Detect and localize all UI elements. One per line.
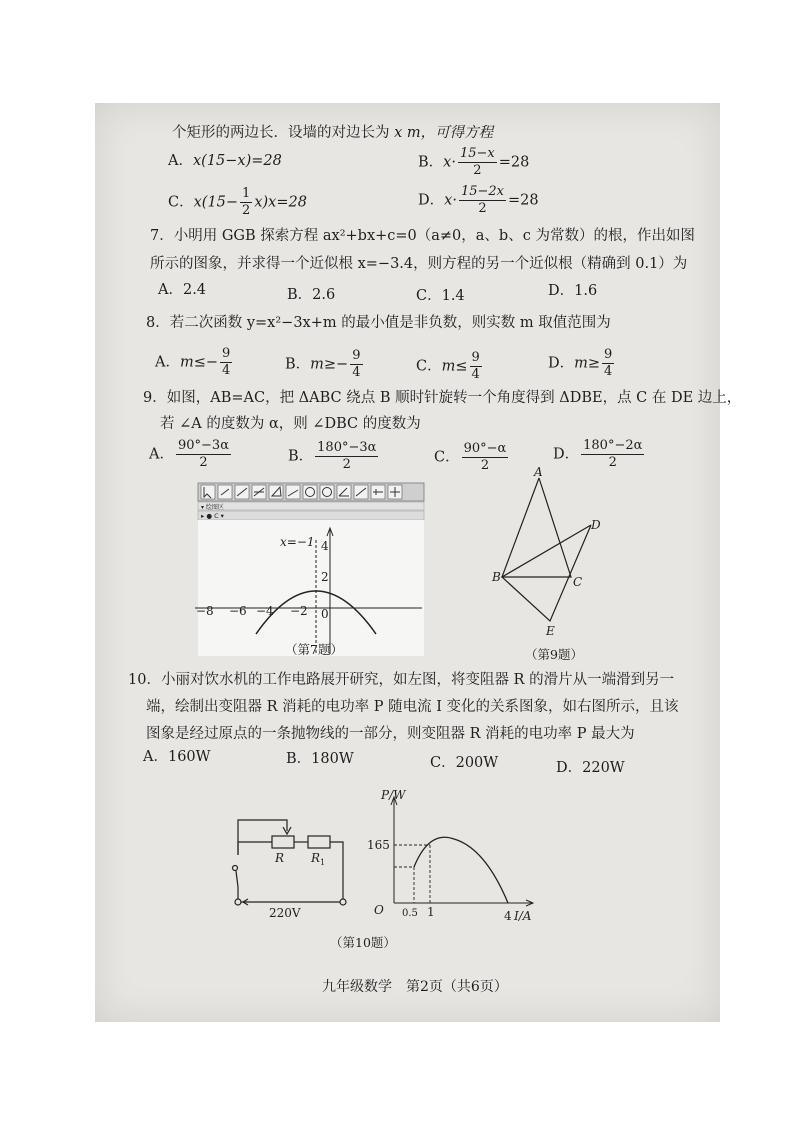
x-tick-label: 0 [321, 607, 329, 621]
ggb-tab-bar [198, 502, 424, 510]
origin-label: O [374, 903, 384, 917]
q10-option-a: A．160W [143, 749, 211, 765]
q9-option-d: D． $\frac{180^\circ-2\alpha}{2}$ [553, 438, 643, 470]
figure-10-circuit [222, 805, 362, 920]
x-tick-label: 0.5 [402, 908, 418, 919]
x-tick-label: −8 [196, 604, 214, 618]
figure-10-graph [362, 785, 542, 930]
point-e-label: E [546, 624, 555, 638]
point-d-label: D [591, 518, 601, 532]
y-tick-label: 2 [321, 570, 329, 584]
label-voltage: 220V [269, 906, 301, 920]
q8-option-d: D．m≥ $\frac{9}{4}$ [548, 347, 613, 379]
q9-line-1: 9．如图，AB=AC，把 ΔABC 绕点 B 顺时针旋转一个角度得到 ΔDBE，点 C 在 DE 边上， [143, 390, 742, 406]
label-r: R [275, 851, 285, 865]
point-b-label: B [492, 570, 501, 584]
q8-option-c: C．m≤ $\frac{9}{4}$ [416, 350, 480, 382]
x-tick-label: −4 [256, 604, 274, 618]
q7-option-a: A．2.4 [158, 282, 207, 298]
ggb-tab-label: ▾ 绘图区 [201, 504, 224, 511]
q9-option-a: A． $\frac{90^\circ-3\alpha}{2}$ [149, 438, 229, 470]
circuit-wire [238, 842, 272, 855]
q10-option-c: C．200W [430, 755, 499, 771]
page-footer: 九年级数学 第2页（共6页） [322, 979, 508, 995]
q7-option-b: B．2.6 [287, 287, 336, 303]
q7-line-1: 7．小明用 GGB 探索方程 ax²+bx+c=0（a≠0，a、b、c 为常数）的根，作出如图 [150, 228, 695, 244]
circuit-wire [330, 842, 343, 902]
q6-option-c: C．x(15− $\frac{1}{2}$ x)x=28 [168, 186, 307, 218]
y-tick-label: 4 [321, 539, 329, 553]
ggb-style-bar [198, 511, 424, 520]
x-tick-label: 4 [504, 909, 512, 923]
q7-option-c: C．1.4 [416, 288, 465, 304]
switch-blade [236, 871, 238, 887]
terminal-icon [235, 899, 241, 905]
q6-line: 个矩形的两边长．设墙的对边长为 x m，可得方程 [172, 125, 494, 141]
switch-contact-icon [233, 866, 238, 871]
triangle-dbe [502, 525, 591, 621]
q9-option-b: B． $\frac{180^\circ-3\alpha}{2}$ [288, 440, 377, 472]
resistor-r [272, 836, 294, 848]
q9-line-2: 若 ∠A 的度数为 α，则 ∠DBC 的度数为 [160, 416, 421, 432]
figure-7 [190, 478, 430, 658]
resistor-r1 [308, 836, 330, 848]
q10-line-1: 10．小丽对饮水机的工作电路展开研究，如左图，将变阻器 R 的滑片从一端滑到另一 [128, 672, 675, 688]
triangle-abc [502, 478, 571, 577]
q7-line-2: 所示的图象，并求得一个近似根 x=−3.4，则方程的另一个近似根（精确到 0.1）为 [150, 256, 688, 272]
figure-7-caption: （第7题） [285, 642, 343, 657]
figure-9-caption: （第9题） [525, 647, 583, 662]
q8-option-b: B．m≥− $\frac{9}{4}$ [285, 348, 361, 380]
q10-option-b: B．180W [286, 751, 354, 767]
label-r1: $R_1$ [311, 851, 326, 867]
q9-option-c: C． $\frac{90^\circ-\alpha}{2}$ [434, 441, 507, 473]
figure-9 [480, 465, 620, 645]
x-tick-label: 1 [427, 905, 435, 919]
q6-option-d: D．x· $\frac{15-2x}{2}$ =28 [418, 184, 539, 216]
y-axis-label: P/W [381, 788, 406, 802]
circuit-wire [238, 820, 287, 855]
q10-line-3: 图象是经过原点的一条抛物线的一部分，则变阻器 R 消耗的电功率 P 最大为 [146, 726, 635, 742]
q6-option-b: B．x· $\frac{15-x}{2}$ =28 [418, 146, 530, 178]
figure-10-caption: （第10题） [330, 935, 396, 950]
q7-option-d: D．1.6 [548, 283, 598, 299]
point-c-label: C [573, 575, 583, 589]
terminal-icon [340, 899, 346, 905]
y-tick-label: 165 [367, 838, 390, 852]
q8-line: 8．若二次函数 y=x²−3x+m 的最小值是非负数，则实数 m 取值范围为 [146, 315, 611, 331]
x-tick-label: −6 [229, 604, 247, 618]
label-x-eq: x=−1 [280, 535, 315, 549]
power-curve [414, 837, 508, 903]
point-a-label: A [534, 465, 543, 479]
q6-option-a: A．x(15−x)=28 [168, 153, 282, 169]
q10-option-d: D．220W [556, 760, 625, 776]
x-axis-label: I/A [514, 909, 532, 923]
x-tick-label: −2 [290, 604, 308, 618]
ggb-style-label: ▸ ● C ▾ [201, 512, 224, 520]
q8-option-a: A．m≤− $\frac{9}{4}$ [155, 346, 231, 378]
q10-line-2: 端，绘制出变阻器 R 消耗的电功率 P 随电流 I 变化的关系图象，如右图所示，且该 [146, 699, 679, 715]
